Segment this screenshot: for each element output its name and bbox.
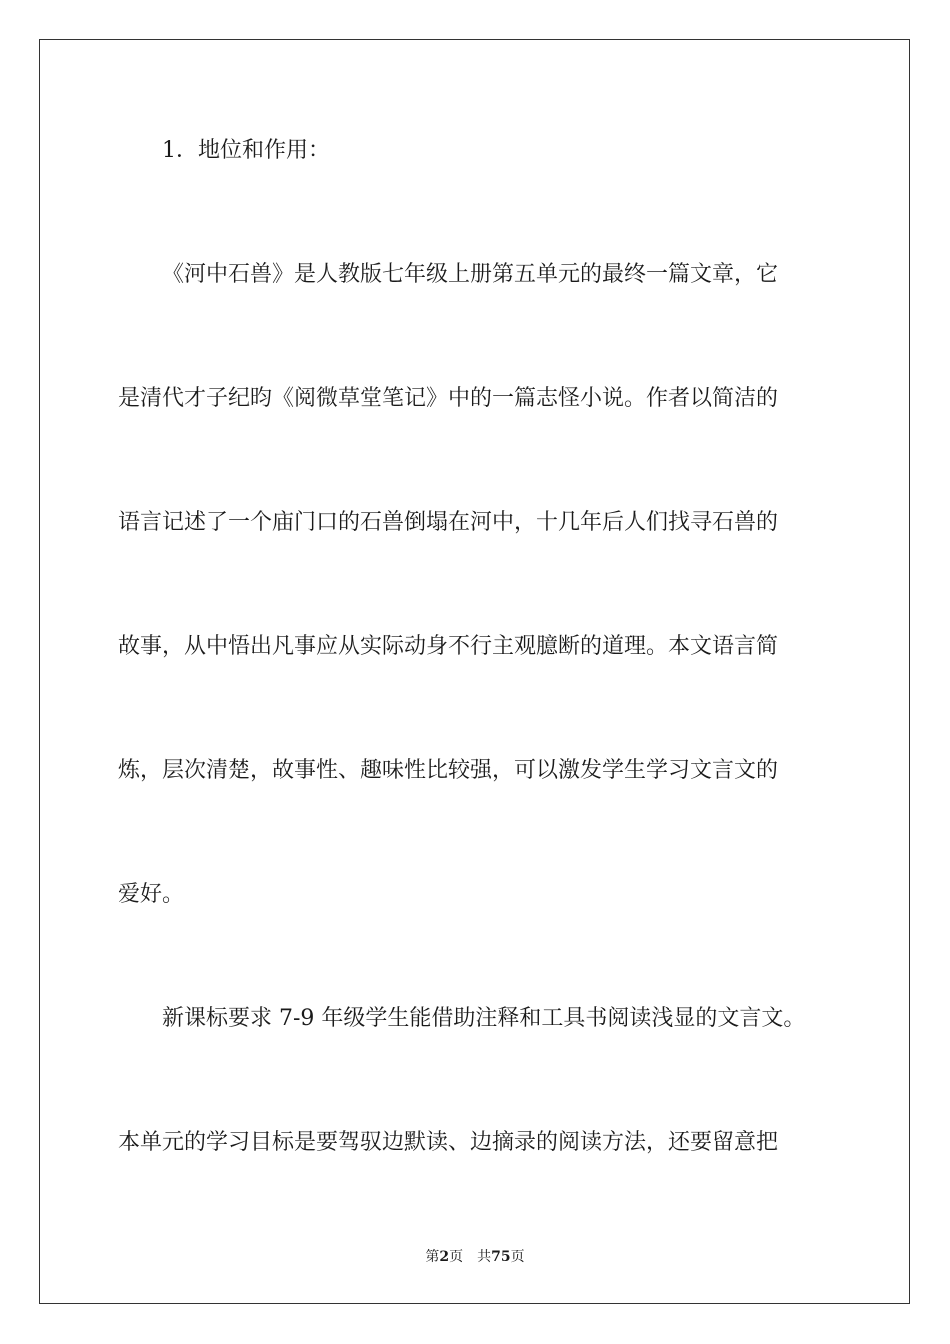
footer-page-number: 2 bbox=[439, 1249, 450, 1265]
paragraph-line-9: 本单元的学习目标是要驾驭边默读、边摘录的阅读方法，还要留意把 bbox=[118, 1130, 779, 1155]
footer-page-prefix: 第 bbox=[425, 1249, 440, 1265]
footer-total-suffix: 页 bbox=[510, 1249, 525, 1265]
paragraph-line-3: 是清代才子纪昀《阅微草堂笔记》中的一篇志怪小说。作者以简洁的 bbox=[118, 386, 779, 411]
paragraph-line-1: 1．地位和作用： bbox=[162, 138, 330, 163]
paragraph-line-4: 语言记述了一个庙门口的石兽倒塌在河中，十几年后人们找寻石兽的 bbox=[118, 510, 779, 535]
paragraph-line-2: 《河中石兽》是人教版七年级上册第五单元的最终一篇文章，它 bbox=[162, 262, 779, 287]
footer-page-suffix: 页 bbox=[449, 1249, 464, 1265]
page-footer bbox=[0, 1246, 950, 1266]
footer-total-prefix: 共 bbox=[477, 1249, 492, 1265]
paragraph-line-7: 爱好。 bbox=[118, 882, 185, 907]
page-border bbox=[39, 39, 910, 1304]
paragraph-line-5: 故事，从中悟出凡事应从实际动身不行主观臆断的道理。本文语言简 bbox=[118, 634, 779, 659]
paragraph-line-6: 炼，层次清楚，故事性、趣味性比较强，可以激发学生学习文言文的 bbox=[118, 758, 779, 783]
footer-total-pages: 75 bbox=[491, 1249, 511, 1265]
paragraph-line-8: 新课标要求 7-9 年级学生能借助注释和工具书阅读浅显的文言文。 bbox=[162, 1006, 806, 1031]
